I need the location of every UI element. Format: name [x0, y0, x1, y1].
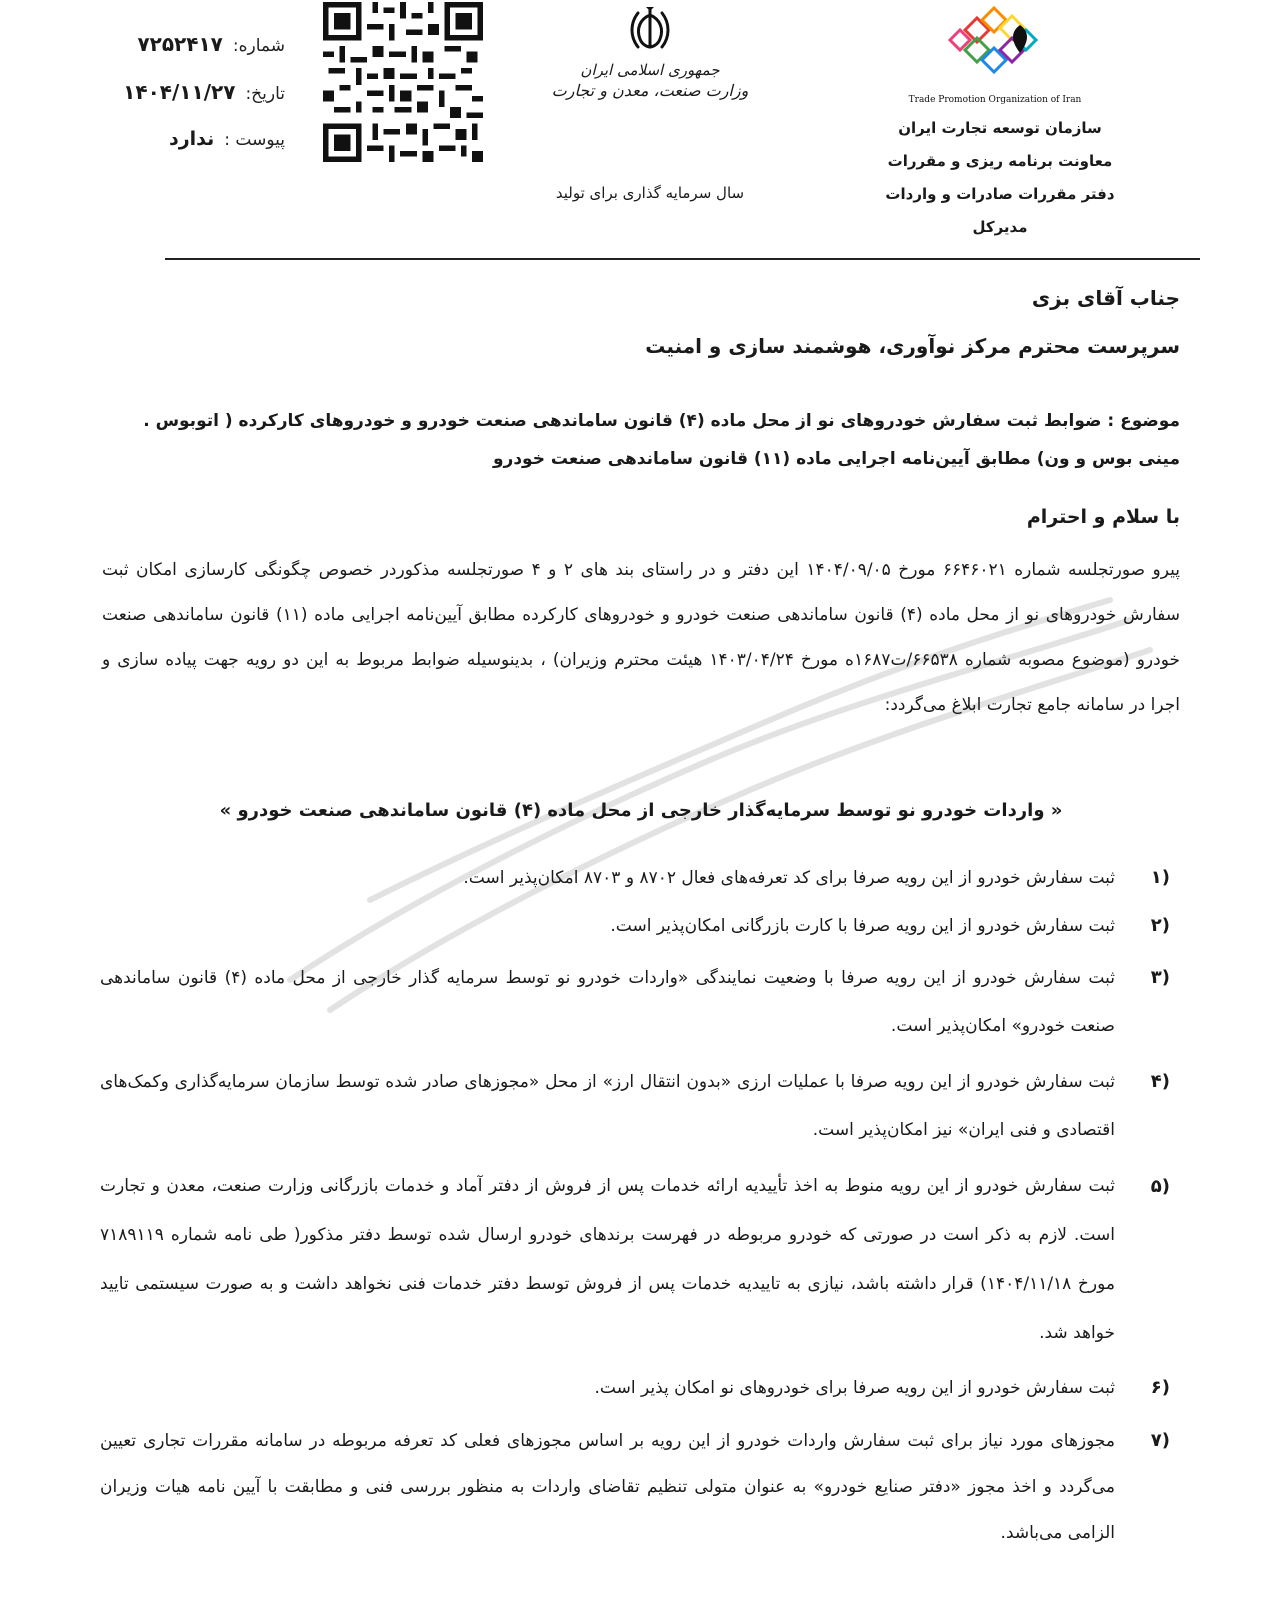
- org-line: معاونت برنامه ریزی و مقررات: [887, 152, 1113, 170]
- org-line: مدیرکل: [972, 218, 1028, 236]
- letter-attachment-value: ندارد: [168, 128, 215, 150]
- item-number: (۷: [1150, 1430, 1170, 1451]
- item-number: (۶: [1150, 1377, 1170, 1398]
- letter-number-row: [105, 32, 285, 80]
- list-item: [100, 1058, 1180, 1154]
- org-line: دفتر مقررات صادرات و واردات: [885, 185, 1115, 203]
- section-heading: « واردات خودرو نو توسط سرمایه‌گذار خارجی از محل ماده (۴) قانون ساماندهی صنعت خودرو »: [219, 800, 1063, 821]
- intro-paragraph: پیرو صورتجلسه شماره ۶۶۴۶۰۲۱ مورخ ۱۴۰۴/۰۹/۰۵ این دفتر و در راستای بند های ۲ و ۴ صورتجلسه مذکوردر خصوص چگونگی کارسازی امکان ثبت سفارش خودروهای نو از محل ماده (۴) قانون ساماندهی صنعت خودرو و خودروهای کارکرده مطابق آیین‌نامه اجرایی ماده (۱۱) قانون ساماندهی صنعت خودرو (موضوع مصوبه شماره ۶۶۵۳۸/ت۱۶۸۷ه مورخ ۱۴۰۳/۰۴/۲۴ هیئت محترم وزیران) ، بدینوسیله ضوابط مربوط به این دو رویه جهت پیاده سازی و اجرا در سامانه جامع تجارت ابلاغ می‌گردد:: [102, 560, 1181, 715]
- item-text: ثبت سفارش خودرو از این رویه منوط به اخذ تأییدیه ارائه خدمات پس از فروش از دفتر آماد و خدمات بازرگانی وزارت صنعت، معدن و تجارت است. لازم به ذکر است در صورتی که خودرو مربوطه در فهرست برندهای خودرو ارسال شده توسط دفتر مذکور( طی نامه شماره ۷۱۸۹۱۱۹ مورخ ۱۴۰۴/۱۱/۱۸) قرار داشته باشد، نیازی به تاییدیه خدمات پس از فروش توسط دفتر خدمات فنی نخواهد داشت و به صورت سیستمی تایید خواهد شد.: [100, 1176, 1115, 1343]
- org-line: سازمان توسعه تجارت ایران: [898, 119, 1102, 137]
- tpo-logo-icon: [908, 0, 1082, 110]
- item-number: (۴: [1150, 1071, 1170, 1092]
- letter-date-label: تاریخ:: [245, 84, 285, 104]
- iri-caption: جمهوری اسلامی ایران: [580, 61, 720, 79]
- item-text: ثبت سفارش خودرو از این رویه صرفا با کارت بازرگانی امکان‌پذیر است.: [610, 916, 1115, 936]
- letter-attachment-row: [105, 128, 285, 176]
- recipient-name: جناب آقای بزی: [1031, 286, 1180, 310]
- item-number: (۳: [1150, 967, 1170, 988]
- iran-emblem-icon: [628, 5, 672, 53]
- list-item: [100, 906, 1180, 946]
- letter-attachment-label: پیوست :: [224, 130, 285, 150]
- letter-subject: موضوع : ضوابط ثبت سفارش خودروهای نو از محل ماده (۴) قانون ساماندهی صنعت خودرو و خودروهای کارکرده ( اتوبوس . مینی بوس و ون) مطابق آیین‌نامه اجرایی ماده (۱۱) قانون ساماندهی صنعت خودرو: [143, 411, 1180, 469]
- list-item: [100, 1418, 1180, 1556]
- item-text: مجوزهای مورد نیاز برای ثبت سفارش واردات خودرو از این رویه بر اساس مجوزهای فعلی کد تعرفه مربوطه در سامانه مقررات تجاری تعیین می‌گردد و اخذ مجوز «دفتر صنایع خودرو» به عنوان متولی تنظیم تقاضای واردات به منظور بررسی فنی و مطابقت با آیین نامه هیات وزیران الزامی می‌باشد.: [100, 1431, 1115, 1543]
- list-item: [100, 954, 1180, 1050]
- greeting: با سلام و احترام: [1026, 506, 1180, 528]
- header-divider: [165, 258, 1200, 260]
- rules-list: [100, 858, 1180, 1564]
- item-text: ثبت سفارش خودرو از این رویه صرفا با وضعیت نمایندگی «واردات خودرو نو توسط سرمایه گذار خارجی از محل ماده (۴) قانون ساماندهی صنعت خودرو» امکان‌پذیر است.: [100, 968, 1115, 1036]
- item-number: (۱: [1150, 867, 1170, 888]
- item-text: ثبت سفارش خودرو از این رویه صرفا با عملیات ارزی «بدون انتقال ارز» از محل «مجوزهای صادر شده توسط سازمان سرمایه‌گذاری وکمک‌های اقتصادی و فنی ایران» نیز امکان‌پذیر است.: [100, 1072, 1115, 1140]
- letter-date-value: ۱۴۰۴/۱۱/۲۷: [123, 80, 236, 104]
- letter-number-value: ۷۲۵۲۴۱۷: [137, 32, 223, 56]
- item-number: (۲: [1150, 915, 1170, 936]
- letter-number-label: شماره:: [232, 36, 285, 56]
- item-text: ثبت سفارش خودرو از این رویه صرفا برای خودروهای نو امکان پذیر است.: [594, 1378, 1115, 1398]
- tpo-logo-caption: Trade Promotion Organization of Iran: [908, 95, 1082, 105]
- list-item: [100, 1162, 1180, 1358]
- org-header: [880, 112, 1120, 244]
- ministry-emblem-block: [550, 5, 750, 100]
- letter-meta: [105, 32, 285, 176]
- ministry-caption: وزارت صنعت، معدن و تجارت: [551, 81, 749, 100]
- item-number: (۵: [1150, 1176, 1170, 1197]
- qr-code-icon: [323, 2, 483, 162]
- year-slogan: سال سرمایه گذاری برای تولید: [555, 184, 745, 202]
- list-item: [100, 858, 1180, 898]
- recipient-title: سرپرست محترم مرکز نوآوری، هوشمند سازی و امنیت: [645, 334, 1180, 358]
- item-text: ثبت سفارش خودرو از این رویه صرفا برای کد تعرفه‌های فعال ۸۷۰۲ و ۸۷۰۳ امکان‌پذیر است.: [463, 868, 1115, 888]
- letter-date-row: [105, 80, 285, 128]
- list-item: [100, 1366, 1180, 1410]
